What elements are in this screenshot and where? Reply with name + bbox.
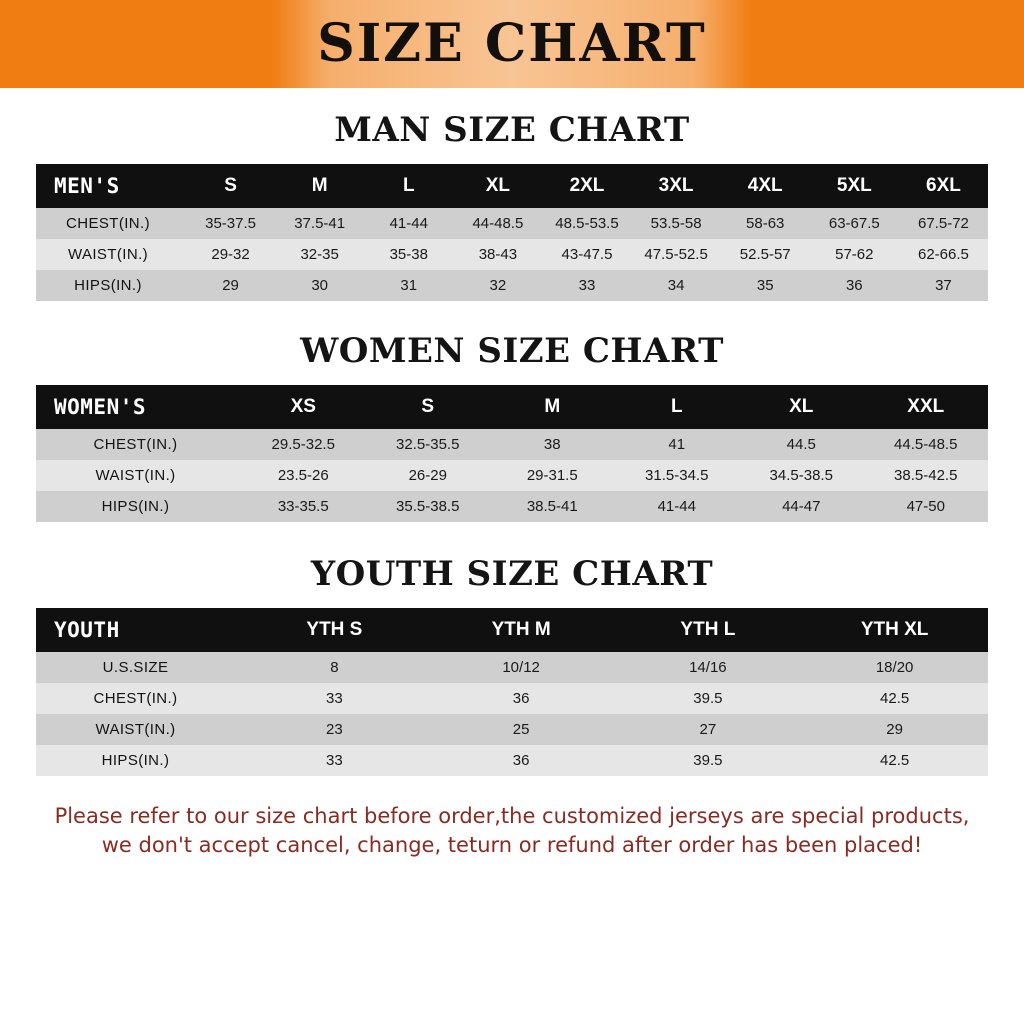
table-header-row [36, 385, 988, 429]
youth-section-title: YOUTH SIZE CHART [310, 554, 714, 594]
column-header: 5XL [810, 164, 899, 208]
row-header: CHEST(IN.) [36, 683, 241, 714]
table-cell: 33 [241, 683, 428, 714]
table-cell: 58-63 [721, 208, 810, 239]
row-header: CHEST(IN.) [36, 208, 186, 239]
women-size-table [36, 385, 988, 522]
footer-note [0, 802, 1024, 860]
table-cell: 33 [241, 745, 428, 776]
table-cell: 44-48.5 [453, 208, 542, 239]
column-header: 2XL [542, 164, 631, 208]
table-cell: 38.5-42.5 [864, 460, 989, 491]
table-cell: 44.5 [739, 429, 864, 460]
footer-note-line-2: we don't accept cancel, change, teturn or refund after order has been placed! [101, 832, 923, 857]
table-row [36, 429, 988, 460]
table-cell: 25 [428, 714, 615, 745]
table-cell: 34 [632, 270, 721, 301]
column-header: M [490, 385, 615, 429]
table-row [36, 208, 988, 239]
column-header: XXL [864, 385, 989, 429]
table-cell: 29 [801, 714, 988, 745]
table-cell: 62-66.5 [899, 239, 988, 270]
row-header: HIPS(IN.) [36, 270, 186, 301]
table-row [36, 745, 988, 776]
row-header: U.S.SIZE [36, 652, 241, 683]
table-cell: 35-38 [364, 239, 453, 270]
table-cell: 36 [428, 745, 615, 776]
column-header: M [275, 164, 364, 208]
table-cell: 29 [186, 270, 275, 301]
column-header: XL [453, 164, 542, 208]
row-header: HIPS(IN.) [36, 491, 241, 522]
table-cell: 37.5-41 [275, 208, 364, 239]
table-cell: 27 [615, 714, 802, 745]
table-cell: 32 [453, 270, 542, 301]
table-row [36, 714, 988, 745]
table-cell: 35 [721, 270, 810, 301]
table-cell: 36 [428, 683, 615, 714]
row-header: HIPS(IN.) [36, 745, 241, 776]
row-header: CHEST(IN.) [36, 429, 241, 460]
column-header: YTH XL [801, 608, 988, 652]
table-cell: 33 [542, 270, 631, 301]
column-header: XL [739, 385, 864, 429]
table-cell: 57-62 [810, 239, 899, 270]
column-header: L [615, 385, 740, 429]
man-table-wrap [0, 164, 1024, 301]
table-cell: 30 [275, 270, 364, 301]
table-cell: 38 [490, 429, 615, 460]
table-cell: 29-32 [186, 239, 275, 270]
table-cell: 53.5-58 [632, 208, 721, 239]
column-header: S [186, 164, 275, 208]
column-header: MEN'S [36, 164, 186, 208]
table-cell: 41-44 [364, 208, 453, 239]
table-cell: 31 [364, 270, 453, 301]
table-cell: 39.5 [615, 745, 802, 776]
table-cell: 31.5-34.5 [615, 460, 740, 491]
table-cell: 8 [241, 652, 428, 683]
table-cell: 29.5-32.5 [241, 429, 366, 460]
table-cell: 23.5-26 [241, 460, 366, 491]
table-row [36, 460, 988, 491]
table-cell: 34.5-38.5 [739, 460, 864, 491]
table-cell: 52.5-57 [721, 239, 810, 270]
table-cell: 32.5-35.5 [366, 429, 491, 460]
table-cell: 42.5 [801, 683, 988, 714]
youth-size-table [36, 608, 988, 776]
table-cell: 36 [810, 270, 899, 301]
column-header: 3XL [632, 164, 721, 208]
youth-table-wrap [0, 608, 1024, 776]
table-cell: 14/16 [615, 652, 802, 683]
table-cell: 10/12 [428, 652, 615, 683]
table-cell: 38-43 [453, 239, 542, 270]
footer-note-line-1: Please refer to our size chart before order,the customized jerseys are special products, [54, 804, 970, 828]
column-header: XS [241, 385, 366, 429]
table-cell: 43-47.5 [542, 239, 631, 270]
column-header: S [366, 385, 491, 429]
table-cell: 47-50 [864, 491, 989, 522]
table-cell: 23 [241, 714, 428, 745]
page-title: SIZE CHART [317, 13, 707, 74]
table-cell: 18/20 [801, 652, 988, 683]
table-row [36, 491, 988, 522]
table-cell: 42.5 [801, 745, 988, 776]
women-section-title: WOMEN SIZE CHART [300, 331, 724, 371]
table-row [36, 239, 988, 270]
header-banner [0, 0, 1024, 88]
column-header: 6XL [899, 164, 988, 208]
table-cell: 35-37.5 [186, 208, 275, 239]
column-header: YOUTH [36, 608, 241, 652]
table-row [36, 652, 988, 683]
table-cell: 44-47 [739, 491, 864, 522]
table-cell: 41-44 [615, 491, 740, 522]
column-header: YTH M [428, 608, 615, 652]
table-cell: 48.5-53.5 [542, 208, 631, 239]
table-cell: 33-35.5 [241, 491, 366, 522]
table-cell: 41 [615, 429, 740, 460]
table-cell: 29-31.5 [490, 460, 615, 491]
column-header: YTH L [615, 608, 802, 652]
women-table-wrap [0, 385, 1024, 522]
column-header: L [364, 164, 453, 208]
table-cell: 38.5-41 [490, 491, 615, 522]
table-cell: 39.5 [615, 683, 802, 714]
table-cell: 26-29 [366, 460, 491, 491]
man-section-title: MAN SIZE CHART [334, 110, 690, 150]
header-banner-highlight [272, 0, 752, 88]
table-cell: 63-67.5 [810, 208, 899, 239]
table-header-row [36, 164, 988, 208]
table-cell: 35.5-38.5 [366, 491, 491, 522]
table-cell: 67.5-72 [899, 208, 988, 239]
table-cell: 44.5-48.5 [864, 429, 989, 460]
row-header: WAIST(IN.) [36, 460, 241, 491]
column-header: WOMEN'S [36, 385, 241, 429]
column-header: 4XL [721, 164, 810, 208]
row-header: WAIST(IN.) [36, 239, 186, 270]
table-cell: 32-35 [275, 239, 364, 270]
table-row [36, 683, 988, 714]
table-cell: 47.5-52.5 [632, 239, 721, 270]
man-size-table [36, 164, 988, 301]
table-row [36, 270, 988, 301]
table-header-row [36, 608, 988, 652]
table-cell: 37 [899, 270, 988, 301]
column-header: YTH S [241, 608, 428, 652]
row-header: WAIST(IN.) [36, 714, 241, 745]
